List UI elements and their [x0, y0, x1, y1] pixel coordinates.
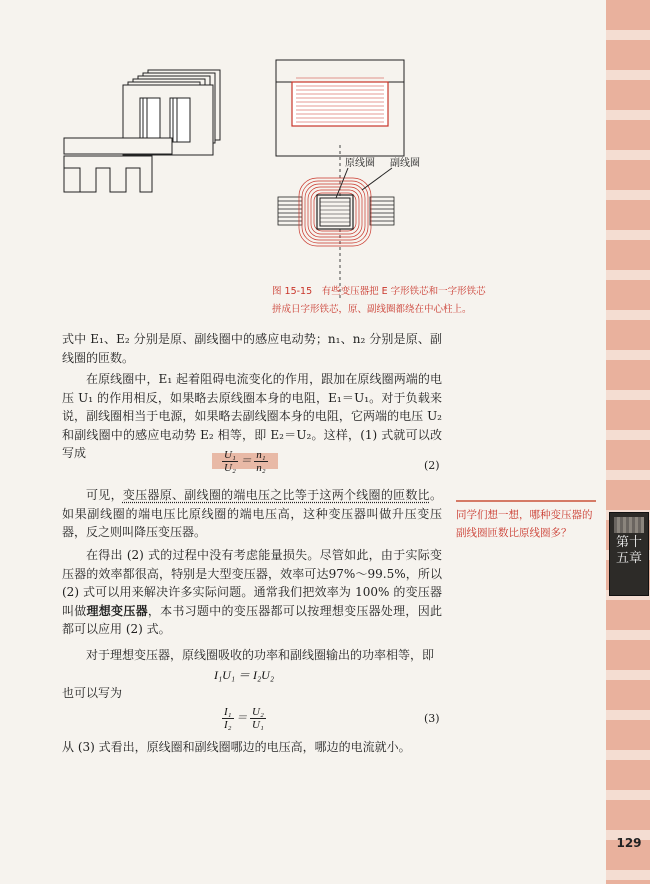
chapter-tab	[609, 512, 649, 596]
paragraph-3-emphasis: 变压器原、副线圈的端电压之比等于这两个线圈的匝数比	[122, 488, 430, 502]
equation-3: $\frac{\text{I₁}}{\text{I₂}}$ ＝ $\frac{\text{U₂}}{\text{U₁}}$	[224, 706, 264, 731]
equation-2: $\frac{\text{U₁}}{\text{U₂}}$ ＝ $\frac{\text{n₁}}{\text{n₂}}$	[212, 449, 278, 474]
eq2-lhs-top: U₁	[224, 449, 236, 461]
side-note: 同学们想一想，哪种变压器的副线圈匝数比原线圈多？	[456, 500, 596, 542]
paragraph-4-start: 在得出 (2) 式的过程中没有考虑能量损失。尽管如此，由于实际变压器的效率都很高，特别是大型变压器，效率可达97%～99.5%，所以 (2) 式可以用来解决许多实际问题。通常我们把效率为 100% 的变压器叫做	[62, 548, 442, 618]
assembled-core	[276, 60, 404, 300]
secondary-coil-label: 副线圈	[390, 158, 420, 169]
e-lamination	[64, 156, 152, 192]
paragraph-5: 对于理想变压器，原线圈吸收的功率和副线圈输出的功率相等，即	[86, 648, 435, 662]
power-equation: I₁U₁ ＝ I₂U₂	[214, 668, 275, 682]
eq2-rhs-bot: n₂	[256, 462, 266, 474]
paragraph-4	[62, 546, 442, 639]
eq3-lhs-top: I₁	[224, 706, 232, 718]
eq2-rhs-top: n₁	[256, 449, 266, 461]
ideal-transformer-term: 理想变压器	[86, 603, 148, 618]
i-lamination	[64, 138, 172, 154]
equation-3-label: (3)	[424, 712, 440, 725]
eq3-rhs-top: U₂	[252, 706, 264, 718]
page-number: 129	[616, 836, 642, 850]
paragraph-1: 式中 E₁、E₂ 分别是原、副线圈中的感应电动势；n₁、n₂ 分别是原、副线圈的匝数。	[62, 332, 442, 365]
eq2-lhs-bot: U₂	[224, 462, 236, 474]
page-edge-band	[606, 0, 650, 884]
transformer-core-figure	[0, 0, 600, 300]
paragraph-2: 在原线圈中，E₁ 起着阻碍电流变化的作用，跟加在原线圈两端的电压 U₁ 的作用相反，如果略去原线圈本身的电阻，E₁＝U₁。对于负载来说，副线圈相当于电源，如果略去副线圈本身的电阻，它两端的电压 U₂ 和副线圈中的感应电动势 E₂ 相等，即 E₂＝U₂。这样，(1) 式就可以改写成	[62, 372, 442, 460]
paragraph-3	[62, 486, 442, 542]
eq3-lhs-bot: I₂	[224, 719, 232, 731]
figure-caption-line1: 图 15-15 有些变压器把 E 字形铁芯和一字形铁芯	[272, 286, 486, 297]
chapter-tab-label: 第十五章	[615, 535, 642, 566]
equation-2-label: (2)	[424, 459, 440, 472]
figure-caption	[272, 283, 486, 319]
paragraph-3-start: 可见，	[86, 488, 123, 502]
primary-coil-label: 原线圈	[345, 158, 375, 169]
paragraph-6: 也可以写为	[62, 686, 123, 700]
figure-caption-line2: 拼成日字形铁芯，原、副线圈都绕在中心柱上。	[272, 304, 472, 315]
coil-cross-section	[278, 168, 394, 246]
paragraph-4-end: ，本书习题中的变压器都可以按理想变压器处理，因此都可以应用 (2) 式。	[62, 603, 442, 636]
chapter-tab-image	[614, 517, 644, 533]
paragraph-3-end: 。如果副线圈的端电压比原线圈的端电压高，这种变压器叫做升压变压器，反之则叫降压变压器。	[62, 488, 442, 539]
paragraph-7: 从 (3) 式看出，原线圈和副线圈哪边的电压高，哪边的电流就小。	[62, 740, 411, 754]
eq3-rhs-bot: U₁	[252, 719, 264, 731]
